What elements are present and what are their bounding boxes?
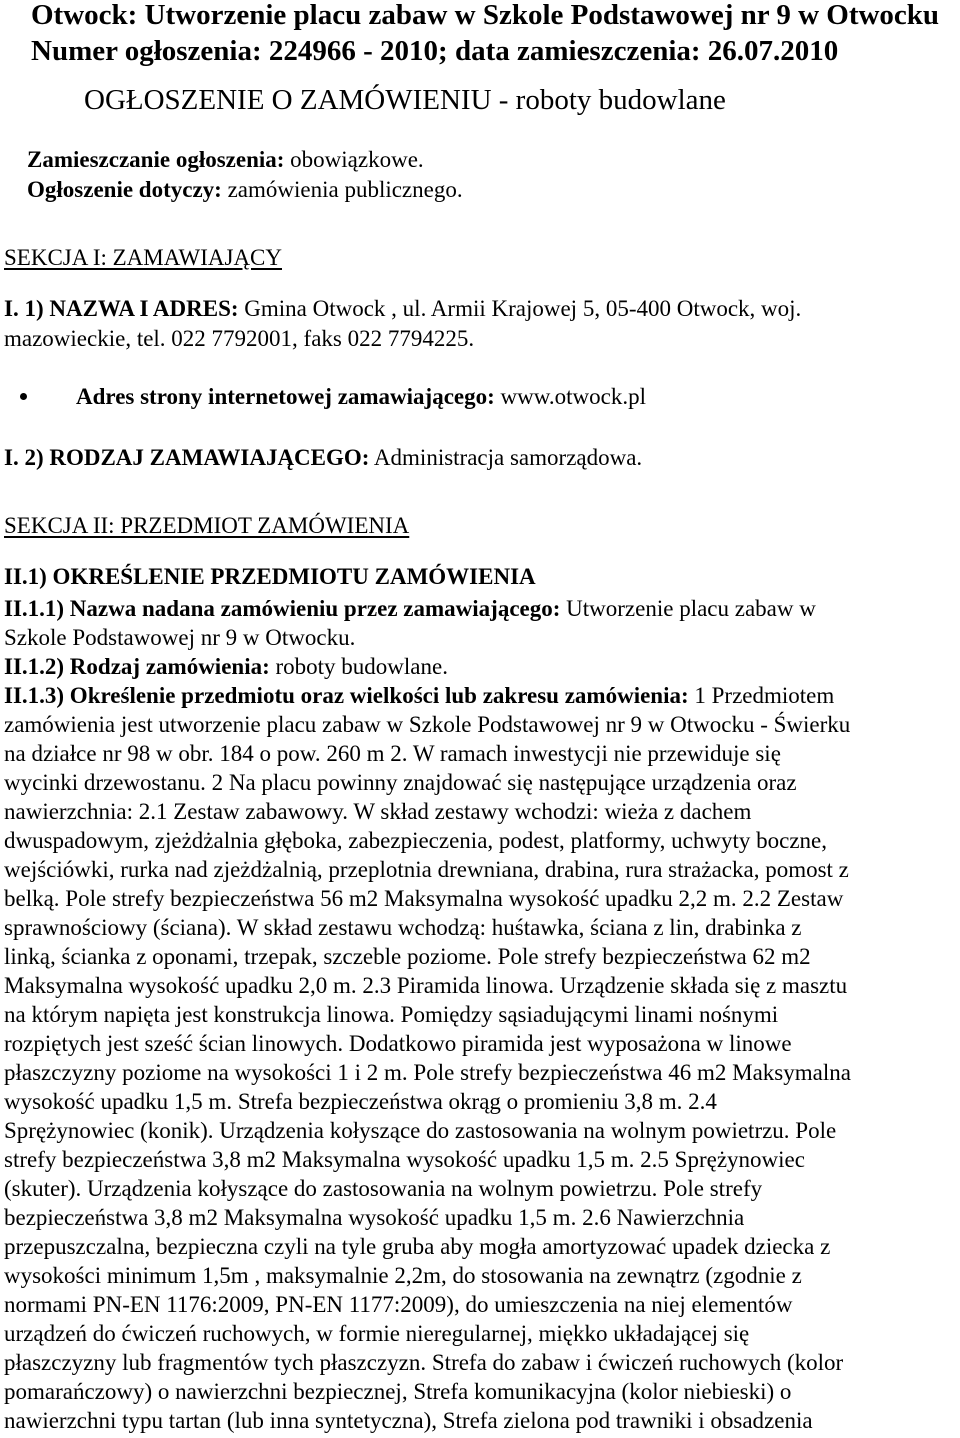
body-line: wejściówki, rurka nad zjeżdżalnią, przeplotnia drewniana, drabina, rura strażacka, pomost z bbox=[4, 857, 849, 882]
body-line: linką, ścianka z oponami, trzepak, szczeble poziome. Pole strefy bezpieczeństwa 62 m2 bbox=[4, 944, 811, 969]
i2-type-line bbox=[4, 446, 642, 469]
website-value: www.otwock.pl bbox=[494, 384, 646, 409]
section-2-heading: SEKCJA II: PRZEDMIOT ZAMÓWIENIA bbox=[4, 513, 410, 538]
notice-title: Otwock: Utworzenie placu zabaw w Szkole Podstawowej nr 9 w Otwocku bbox=[31, 0, 940, 31]
notice-type-heading: OGŁOSZENIE O ZAMÓWIENIU - roboty budowlane bbox=[84, 84, 726, 116]
body-line: nawierzchnia: 2.1 Zestaw zabawowy. W skład zestawy wchodzi: wieża z dachem bbox=[4, 799, 752, 824]
ii11-label: II.1.1) Nazwa nadana zamówieniu przez zamawiającego: bbox=[4, 596, 561, 621]
body-line: zamówienia jest utworzenie placu zabaw w Szkole Podstawowej nr 9 w Otwocku - Świerku bbox=[4, 712, 851, 737]
ii13-label: II.1.3) Określenie przedmiotu oraz wielkości lub zakresu zamówienia: bbox=[4, 683, 689, 708]
ii12-line bbox=[4, 655, 448, 678]
body-line: urządzeń do ćwiczeń ruchowych, w formie nieregularnej, miękko układającej się bbox=[4, 1321, 750, 1346]
dotyczy-label: Ogłoszenie dotyczy: bbox=[27, 177, 222, 202]
bullet-dot bbox=[20, 393, 27, 400]
ii11-cont: Szkole Podstawowej nr 9 w Otwocku. bbox=[4, 625, 356, 650]
ii11-line bbox=[4, 597, 816, 620]
dotyczy-value: zamówienia publicznego. bbox=[221, 177, 463, 202]
body-line: na którym napięta jest konstrukcja linowa. Pomiędzy sąsiadującymi linami nośnymi bbox=[4, 1002, 779, 1027]
ii12-label: II.1.2) Rodzaj zamówienia: bbox=[4, 654, 270, 679]
body-line: belką. Pole strefy bezpieczeństwa 56 m2 Maksymalna wysokość upadku 2,2 m. 2.2 Zestaw bbox=[4, 886, 844, 911]
website-label: Adres strony internetowej zamawiającego: bbox=[76, 384, 495, 409]
body-line: strefy bezpieczeństwa 3,8 m2 Maksymalna wysokość upadku 1,5 m. 2.5 Sprężynowiec bbox=[4, 1147, 805, 1172]
i2-label: I. 2) RODZAJ ZAMAWIAJĄCEGO: bbox=[4, 445, 370, 470]
ii13-line bbox=[4, 684, 834, 707]
body-line: wysokość upadku 1,5 m. Strefa bezpieczeństwa okrąg o promieniu 3,8 m. 2.4 bbox=[4, 1089, 717, 1114]
body-line: Sprężynowiec (konik). Urządzenia kołyszące do zastosowania na wolnym powietrzu. Pole bbox=[4, 1118, 837, 1143]
body-line: normami PN-EN 1176:2009, PN-EN 1177:2009), do umieszczenia na niej elementów bbox=[4, 1292, 793, 1317]
body-line: dwuspadowym, zjeżdżalnia głęboka, zabezpieczenia, podest, platformy, uchwyty boczne, bbox=[4, 828, 827, 853]
zamieszczanie-line bbox=[27, 148, 424, 171]
ii11-value: Utworzenie placu zabaw w bbox=[560, 596, 816, 621]
website-line bbox=[76, 385, 646, 408]
body-line: rozpiętych jest sześć ścian linowych. Dodatkowo piramida jest wyposażona w linowe bbox=[4, 1031, 792, 1056]
zamieszczanie-value: obowiązkowe. bbox=[284, 147, 424, 172]
ii12-value: roboty budowlane. bbox=[269, 654, 448, 679]
body-line: sprawnościowy (ściana). W skład zestawu wchodzą: huśtawka, ściana z lin, drabinka z bbox=[4, 915, 802, 940]
body-line: na działce nr 98 w obr. 184 o pow. 260 m 2. W ramach inwestycji nie przewiduje się bbox=[4, 741, 781, 766]
body-line: (skuter). Urządzenia kołyszące do zastosowania na wolnym powietrzu. Pole strefy bbox=[4, 1176, 763, 1201]
i2-value: Administracja samorządowa. bbox=[369, 445, 643, 470]
notice-number-line: Numer ogłoszenia: 224966 - 2010; data zamieszczenia: 26.07.2010 bbox=[31, 35, 839, 67]
i1-address-line bbox=[4, 297, 801, 320]
body-line: pomarańczowy) o nawierzchni bezpiecznej, Strefa komunikacyjna (kolor niebieski) o bbox=[4, 1379, 792, 1404]
ii1-heading: II.1) OKREŚLENIE PRZEDMIOTU ZAMÓWIENIA bbox=[4, 564, 536, 589]
body-line: wysokości minimum 1,5m , maksymalnie 2,2m, do stosowania na zewnątrz (zgodnie z bbox=[4, 1263, 802, 1288]
dotyczy-line bbox=[27, 178, 463, 201]
i1-address-cont: mazowieckie, tel. 022 7792001, faks 022 7794225. bbox=[4, 326, 475, 351]
body-line: przepuszczalna, bezpieczna czyli na tyle gruba aby mogła amortyzować upadek dziecka z bbox=[4, 1234, 831, 1259]
i1-value: Gmina Otwock , ul. Armii Krajowej 5, 05-400 Otwock, woj. bbox=[238, 296, 802, 321]
section-1-heading: SEKCJA I: ZAMAWIAJĄCY bbox=[4, 245, 282, 270]
ii13-value: 1 Przedmiotem bbox=[688, 683, 835, 708]
body-line: Maksymalna wysokość upadku 2,0 m. 2.3 Piramida linowa. Urządzenie składa się z masztu bbox=[4, 973, 848, 998]
i1-label: I. 1) NAZWA I ADRES: bbox=[4, 296, 239, 321]
body-line: bezpieczeństwa 3,8 m2 Maksymalna wysokość upadku 1,5 m. 2.6 Nawierzchnia bbox=[4, 1205, 745, 1230]
body-line: płaszczyzny lub fragmentów tych płaszczyzn. Strefa do zabaw i ćwiczeń ruchowych (kolor bbox=[4, 1350, 844, 1375]
body-line: wycinki drzewostanu. 2 Na placu powinny znajdować się następujące urządzenia oraz bbox=[4, 770, 797, 795]
body-line: płaszczyzny poziome na wysokości 1 i 2 m. Pole strefy bezpieczeństwa 46 m2 Maksymalna bbox=[4, 1060, 851, 1085]
zamieszczanie-label: Zamieszczanie ogłoszenia: bbox=[27, 147, 285, 172]
body-line: nawierzchni typu tartan (lub inna syntetyczna), Strefa zielona pod trawniki i obsadzenia bbox=[4, 1408, 813, 1433]
